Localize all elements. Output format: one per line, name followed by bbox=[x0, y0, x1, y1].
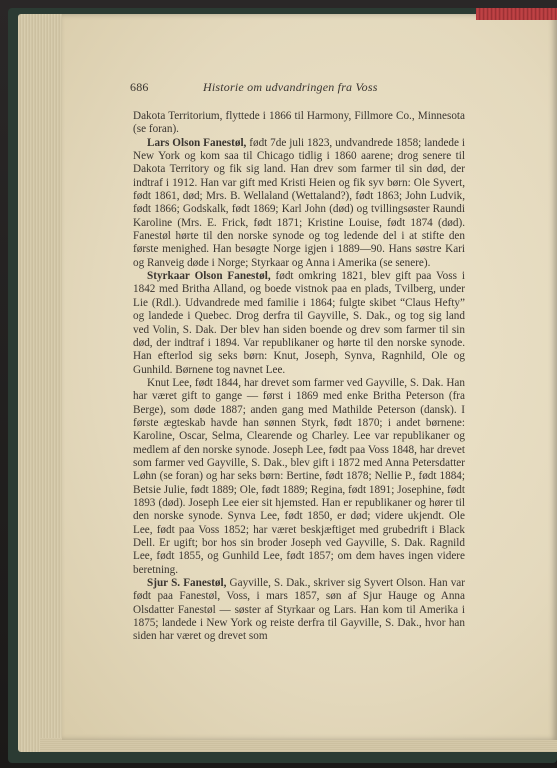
paragraph-5 bbox=[133, 577, 465, 644]
page-number: 686 bbox=[130, 80, 149, 94]
paragraph-1 bbox=[133, 110, 465, 137]
paragraph-2-name: Lars Olson Fanestøl, bbox=[147, 136, 247, 149]
page-content bbox=[130, 80, 465, 644]
paragraph-5-name: Sjur S. Fanestøl, bbox=[147, 577, 227, 590]
paragraph-3-name: Styrkaar Olson Fanestøl, bbox=[147, 270, 271, 283]
running-header bbox=[130, 80, 465, 96]
paragraph-2-text: født 7de juli 1823, undvandrede 1858; landede i New York og kom saa til Chicago tidlig i 1860 aarene; drog senere til Dakota Territory og fik sig land. Han drev som farmer til sin død, der indtraf i 1912. Han var gift med Kristi Heien og fik syv børn: Ole Syvert, født 1861, død; Mrs. B. Wellaland (Wettaland?), født 1863; John Ludvik, født 1866; Godskalk, født 1869; Karl John (død) og tvillingsøster Raundi Karoline (Mrs. E. Frick, født 1871; Kristine Louise, født 1874 (død). Fanestøl hørte til den norske synode og tog ledende del i at stifte den første menighed. Han besøgte Norge igjen i 1889—90. Hans søstre Kari og Ranveig døde i Norge; Styrkaar og Anna i Amerika (se senere). bbox=[133, 136, 465, 269]
paragraph-2 bbox=[133, 137, 465, 270]
bookmark-ribbon bbox=[476, 8, 557, 20]
running-title: Historie om udvandringen fra Voss bbox=[203, 80, 378, 94]
paragraph-5-text: Gayville, S. Dak., skriver sig Syvert Olson. Han var født paa Fanestøl, Voss, i mars 1857, søn af Sjur Hauge og Anna Olsdatter Fanestøl — søster af Styrkaar og Lars. Han kom til Amerika i 1875; landede i New York og reiste derfra til Gayville, S. Dak., hvor han siden har været og drevet som bbox=[133, 577, 465, 643]
paragraph-1-text: Dakota Territorium, flyttede i 1866 til Harmony, Fillmore Co., Minnesota (se foran). bbox=[133, 110, 465, 136]
paragraph-3-text: født omkring 1821, blev gift paa Voss i 1842 med Britha Alland, og boede vistnok paa en plads, Tvilberg, under Lie (Rdl.). Udvandrede med familie i 1864; fulgte skibet “Claus Hefty” og landede i Quebec. Drog derfra til Gayville, S. Dak., og tog sig land ved Volin, S. Dak. Der blev han siden boende og drev som farmer til sin død, der indtraf i 1894. Var republikaner og hørte til den norske synode. Han efterlod sig seks børn: Knut, Joseph, Synva, Ragnhild, Ole og Gunhild. Børnene tog navnet Lee. bbox=[133, 270, 465, 376]
paragraph-4-text: Knut Lee, født 1844, har drevet som farmer ved Gayville, S. Dak. Han har været gift to gange — først i 1869 med enke Britha Peterson (fra Berge), som døde 1887; anden gang med Mathilde Peterson (dansk). I første ægteskab havde han sønnen Styrk, født 1870; i andet børnene: Karoline, Oscar, Selma, Clearende og Charley. Lee var republikaner og medlem af den norske synode. Joseph Lee, født paa Voss 1848, har drevet som farmer ved Gayville, S. Dak., blev gift i 1872 med Anna Petersdatter Løhn (se foran) og har seks børn: Bertine, født 1878; Nellie P., født 1884; Betsie Julie, født 1889; Ole, født 1889; Regina, født 1891; Josephine, født 1893 (død). Joseph Lee eier sit hjemsted. Han er republikaner og hører til den norske synode. Synva Lee, født 1850, er død; videre ukjendt. Ole Lee, født paa Voss 1852; har været beskjæftiget med grubedrift i Black Dell. Er ugift; bor hos sin broder Joseph ved Gayville, S. Dak. Ragnild Lee, født 1855, og Gunhild Lee, født 1857; om dem haves ingen videre beretning. bbox=[133, 376, 465, 576]
paragraph-4 bbox=[133, 377, 465, 577]
page-edges-bottom bbox=[40, 738, 557, 752]
paragraph-3 bbox=[133, 270, 465, 377]
